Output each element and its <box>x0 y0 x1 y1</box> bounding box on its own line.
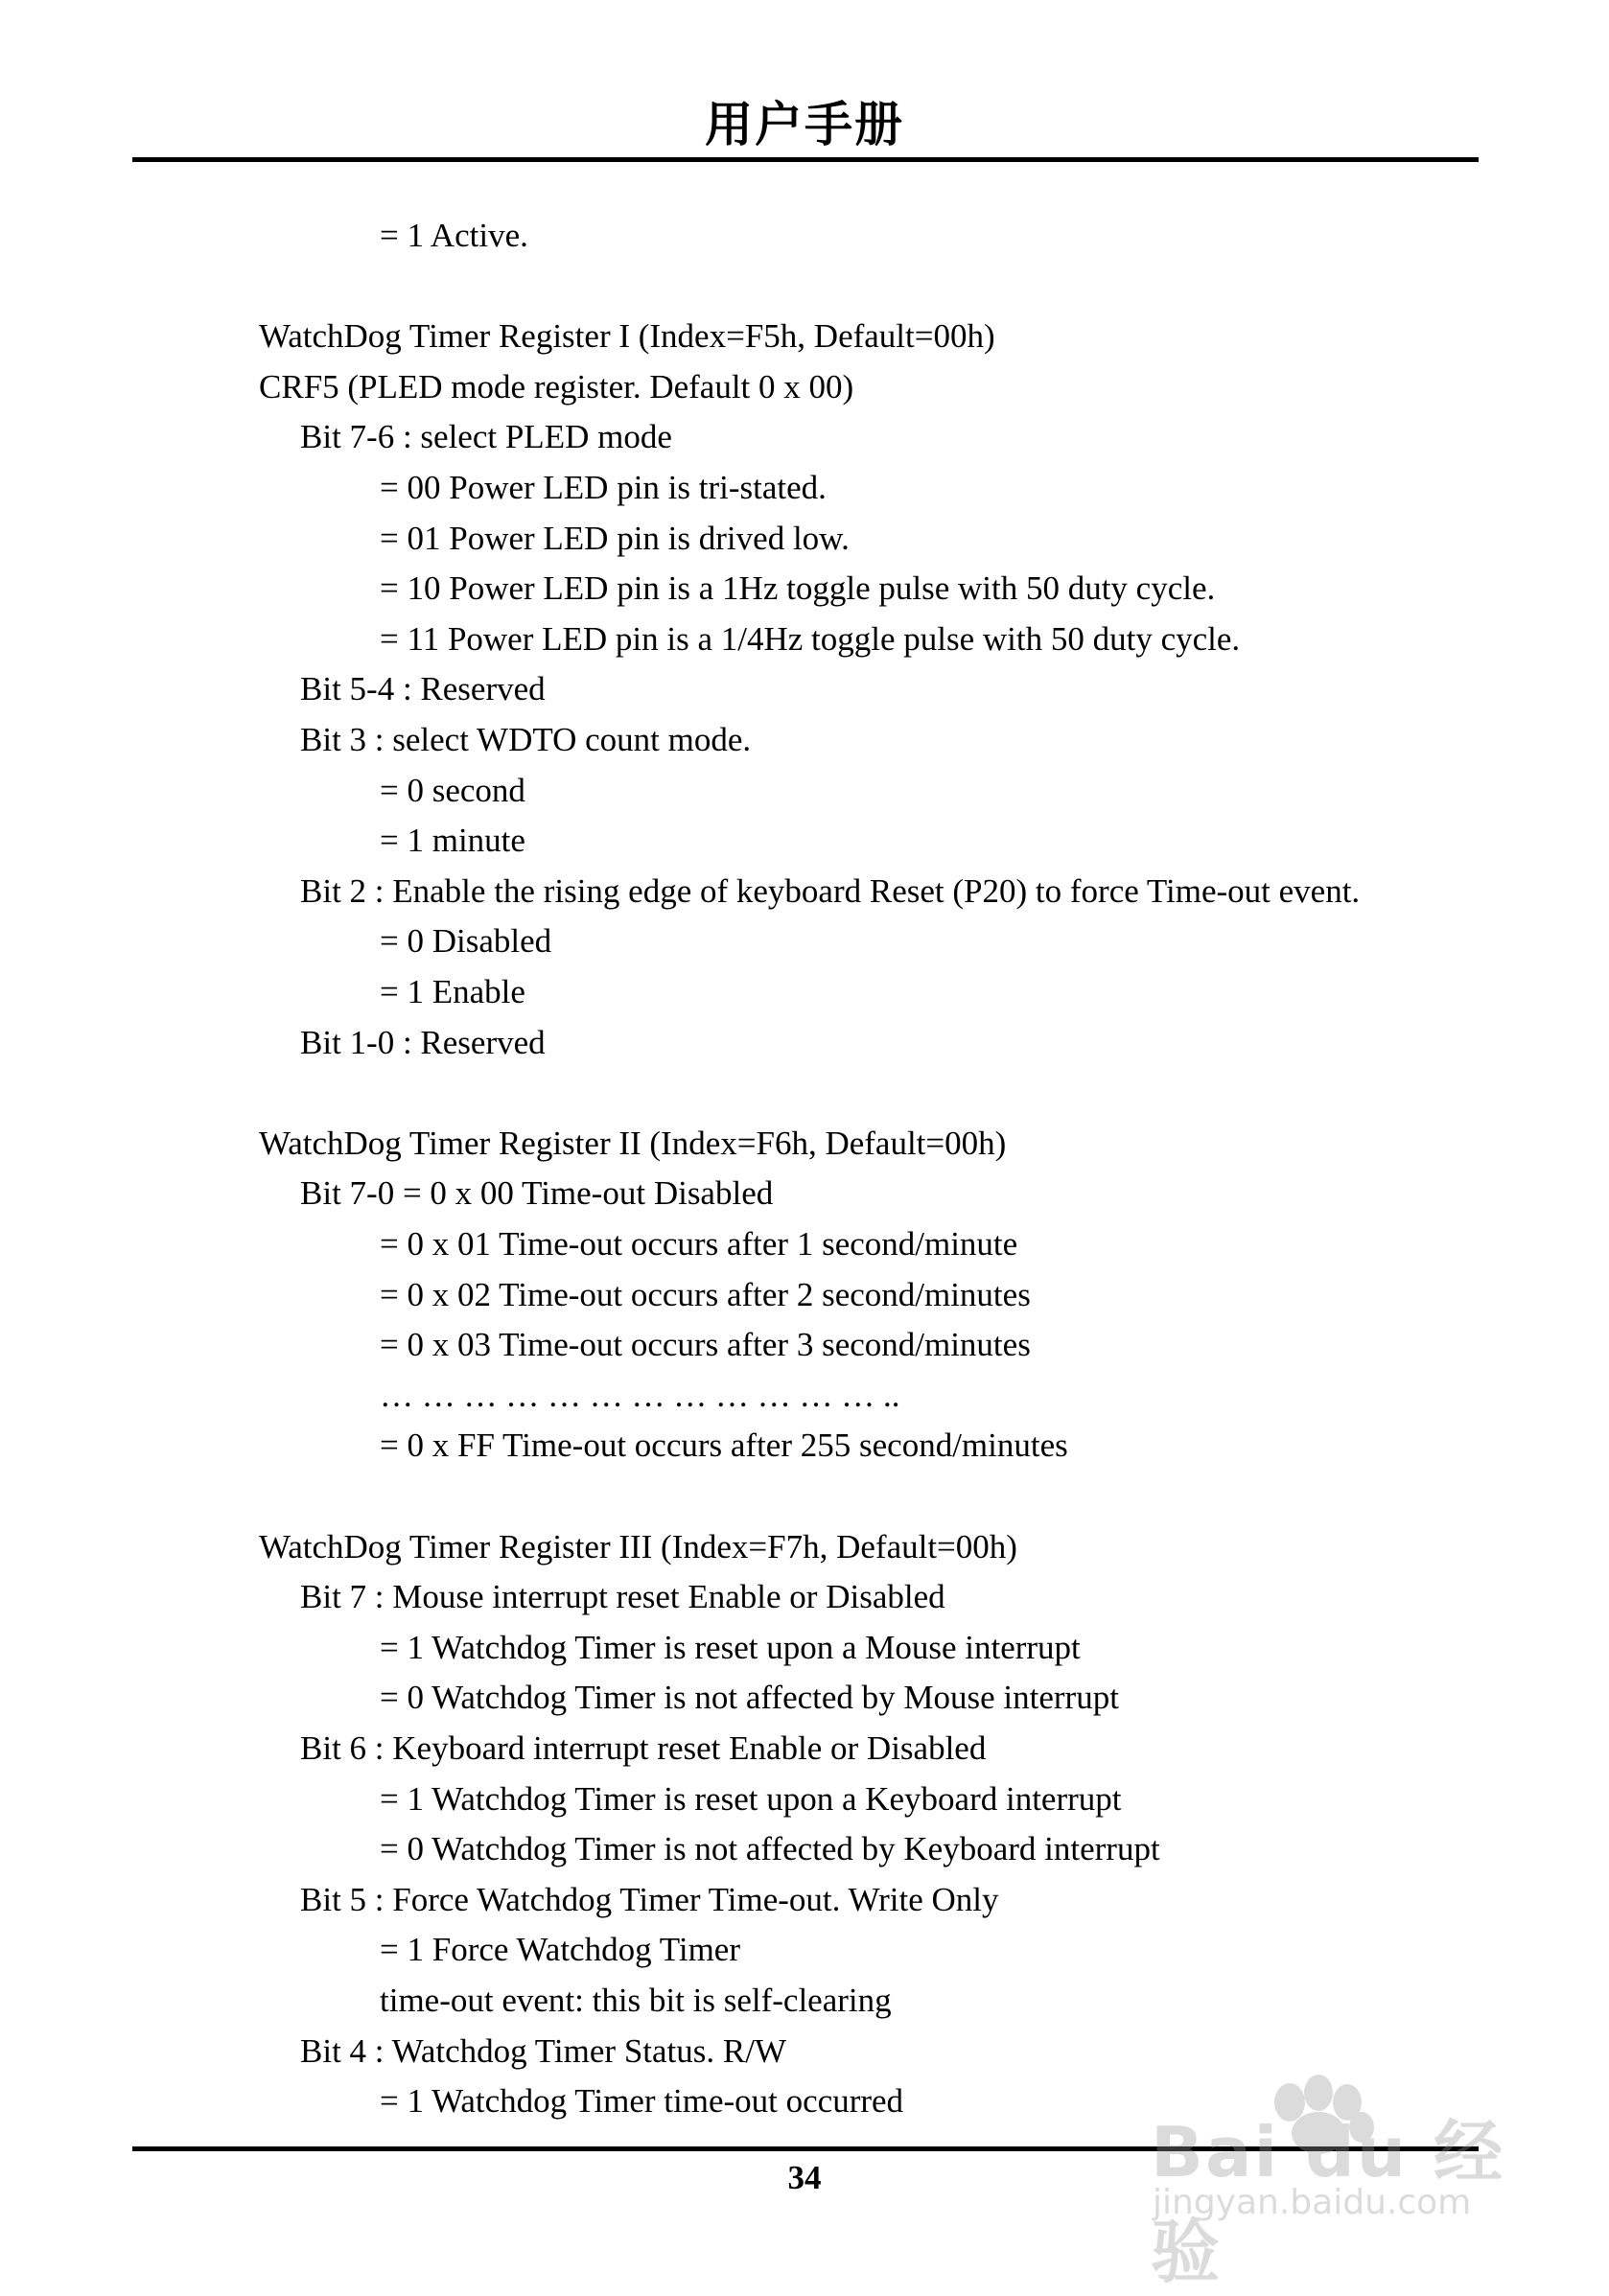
bit-value: = 0 x FF Time-out occurs after 255 second/minutes <box>380 1426 1068 1465</box>
bit-value: = 0 x 02 Time-out occurs after 2 second/minutes <box>380 1275 1031 1313</box>
register-heading: WatchDog Timer Register II (Index=F6h, Default=00h) <box>259 1124 1007 1162</box>
bit-description: Bit 1-0 : Reserved <box>300 1023 546 1061</box>
bit-value: = 01 Power LED pin is drived low. <box>380 519 850 557</box>
watermark-site: jingyan.baidu.com <box>1153 2183 1472 2222</box>
bit-description: Bit 7-0 = 0 x 00 Time-out Disabled <box>300 1174 774 1213</box>
bit-value: = 1 Watchdog Timer is reset upon a Keyboard interrupt <box>380 1779 1122 1818</box>
header-rule <box>132 157 1479 162</box>
register-heading: WatchDog Timer Register III (Index=F7h, Default=00h) <box>259 1527 1017 1565</box>
bit-value: = 1 Watchdog Timer time-out occurred <box>380 2082 904 2121</box>
bit-value: = 10 Power LED pin is a 1Hz toggle pulse with 50 duty cycle. <box>380 569 1216 608</box>
page-header-title: 用户手册 <box>705 97 904 152</box>
bit-value: = 0 Disabled <box>380 922 552 961</box>
bit-value: = 0 Watchdog Timer is not affected by Mouse interrupt <box>380 1679 1119 1717</box>
watermark-brand: Bai du 经验 <box>1151 2112 1505 2292</box>
bit-value: = 0 second <box>380 771 525 809</box>
bit-value: … … … … … … … … … … … … .. <box>380 1376 900 1414</box>
bit-value: = 1 minute <box>380 822 525 860</box>
bit-description: Bit 3 : select WDTO count mode. <box>300 721 752 758</box>
bit-value: = 0 x 01 Time-out occurs after 1 second/minute <box>380 1225 1018 1263</box>
page-number: 34 <box>787 2159 822 2196</box>
bit-value: = 11 Power LED pin is a 1/4Hz toggle pulse with 50 duty cycle. <box>380 619 1241 658</box>
footer-rule <box>132 2146 1479 2151</box>
paw-icon <box>1122 2047 1525 2238</box>
bit-value: = 0 x 03 Time-out occurs after 3 second/minutes <box>380 1326 1031 1364</box>
bit-description: Bit 2 : Enable the rising edge of keyboard Reset (P20) to force Time-out event. <box>300 871 1361 910</box>
bit-value: = 1 Enable <box>380 973 525 1010</box>
bit-value: time-out event: this bit is self-clearing <box>380 1982 892 2019</box>
bit-description: Bit 7-6 : select PLED mode <box>300 418 672 456</box>
baidu-jingyan-watermark <box>1122 2047 1525 2292</box>
bit-value: = 00 Power LED pin is tri-stated. <box>380 469 827 506</box>
register-heading: WatchDog Timer Register I (Index=F5h, Default=00h) <box>259 317 995 356</box>
bit-description: Bit 5-4 : Reserved <box>300 670 546 708</box>
bit-description: Bit 5 : Force Watchdog Timer Time-out. Write Only <box>300 1880 999 1918</box>
bit-description: Bit 4 : Watchdog Timer Status. R/W <box>300 2031 786 2070</box>
bit-value: = 0 Watchdog Timer is not affected by Keyboard interrupt <box>380 1830 1160 1868</box>
bit-value: = 1 Force Watchdog Timer <box>380 1931 740 1969</box>
bit-description: Bit 7 : Mouse interrupt reset Enable or Disabled <box>300 1578 945 1616</box>
bit-value: = 1 Watchdog Timer is reset upon a Mouse interrupt <box>380 1628 1081 1666</box>
register-heading: CRF5 (PLED mode register. Default 0 x 00) <box>259 367 854 406</box>
bit-description: Bit 6 : Keyboard interrupt reset Enable or Disabled <box>300 1729 987 1767</box>
bit-value: = 1 Active. <box>380 217 528 254</box>
